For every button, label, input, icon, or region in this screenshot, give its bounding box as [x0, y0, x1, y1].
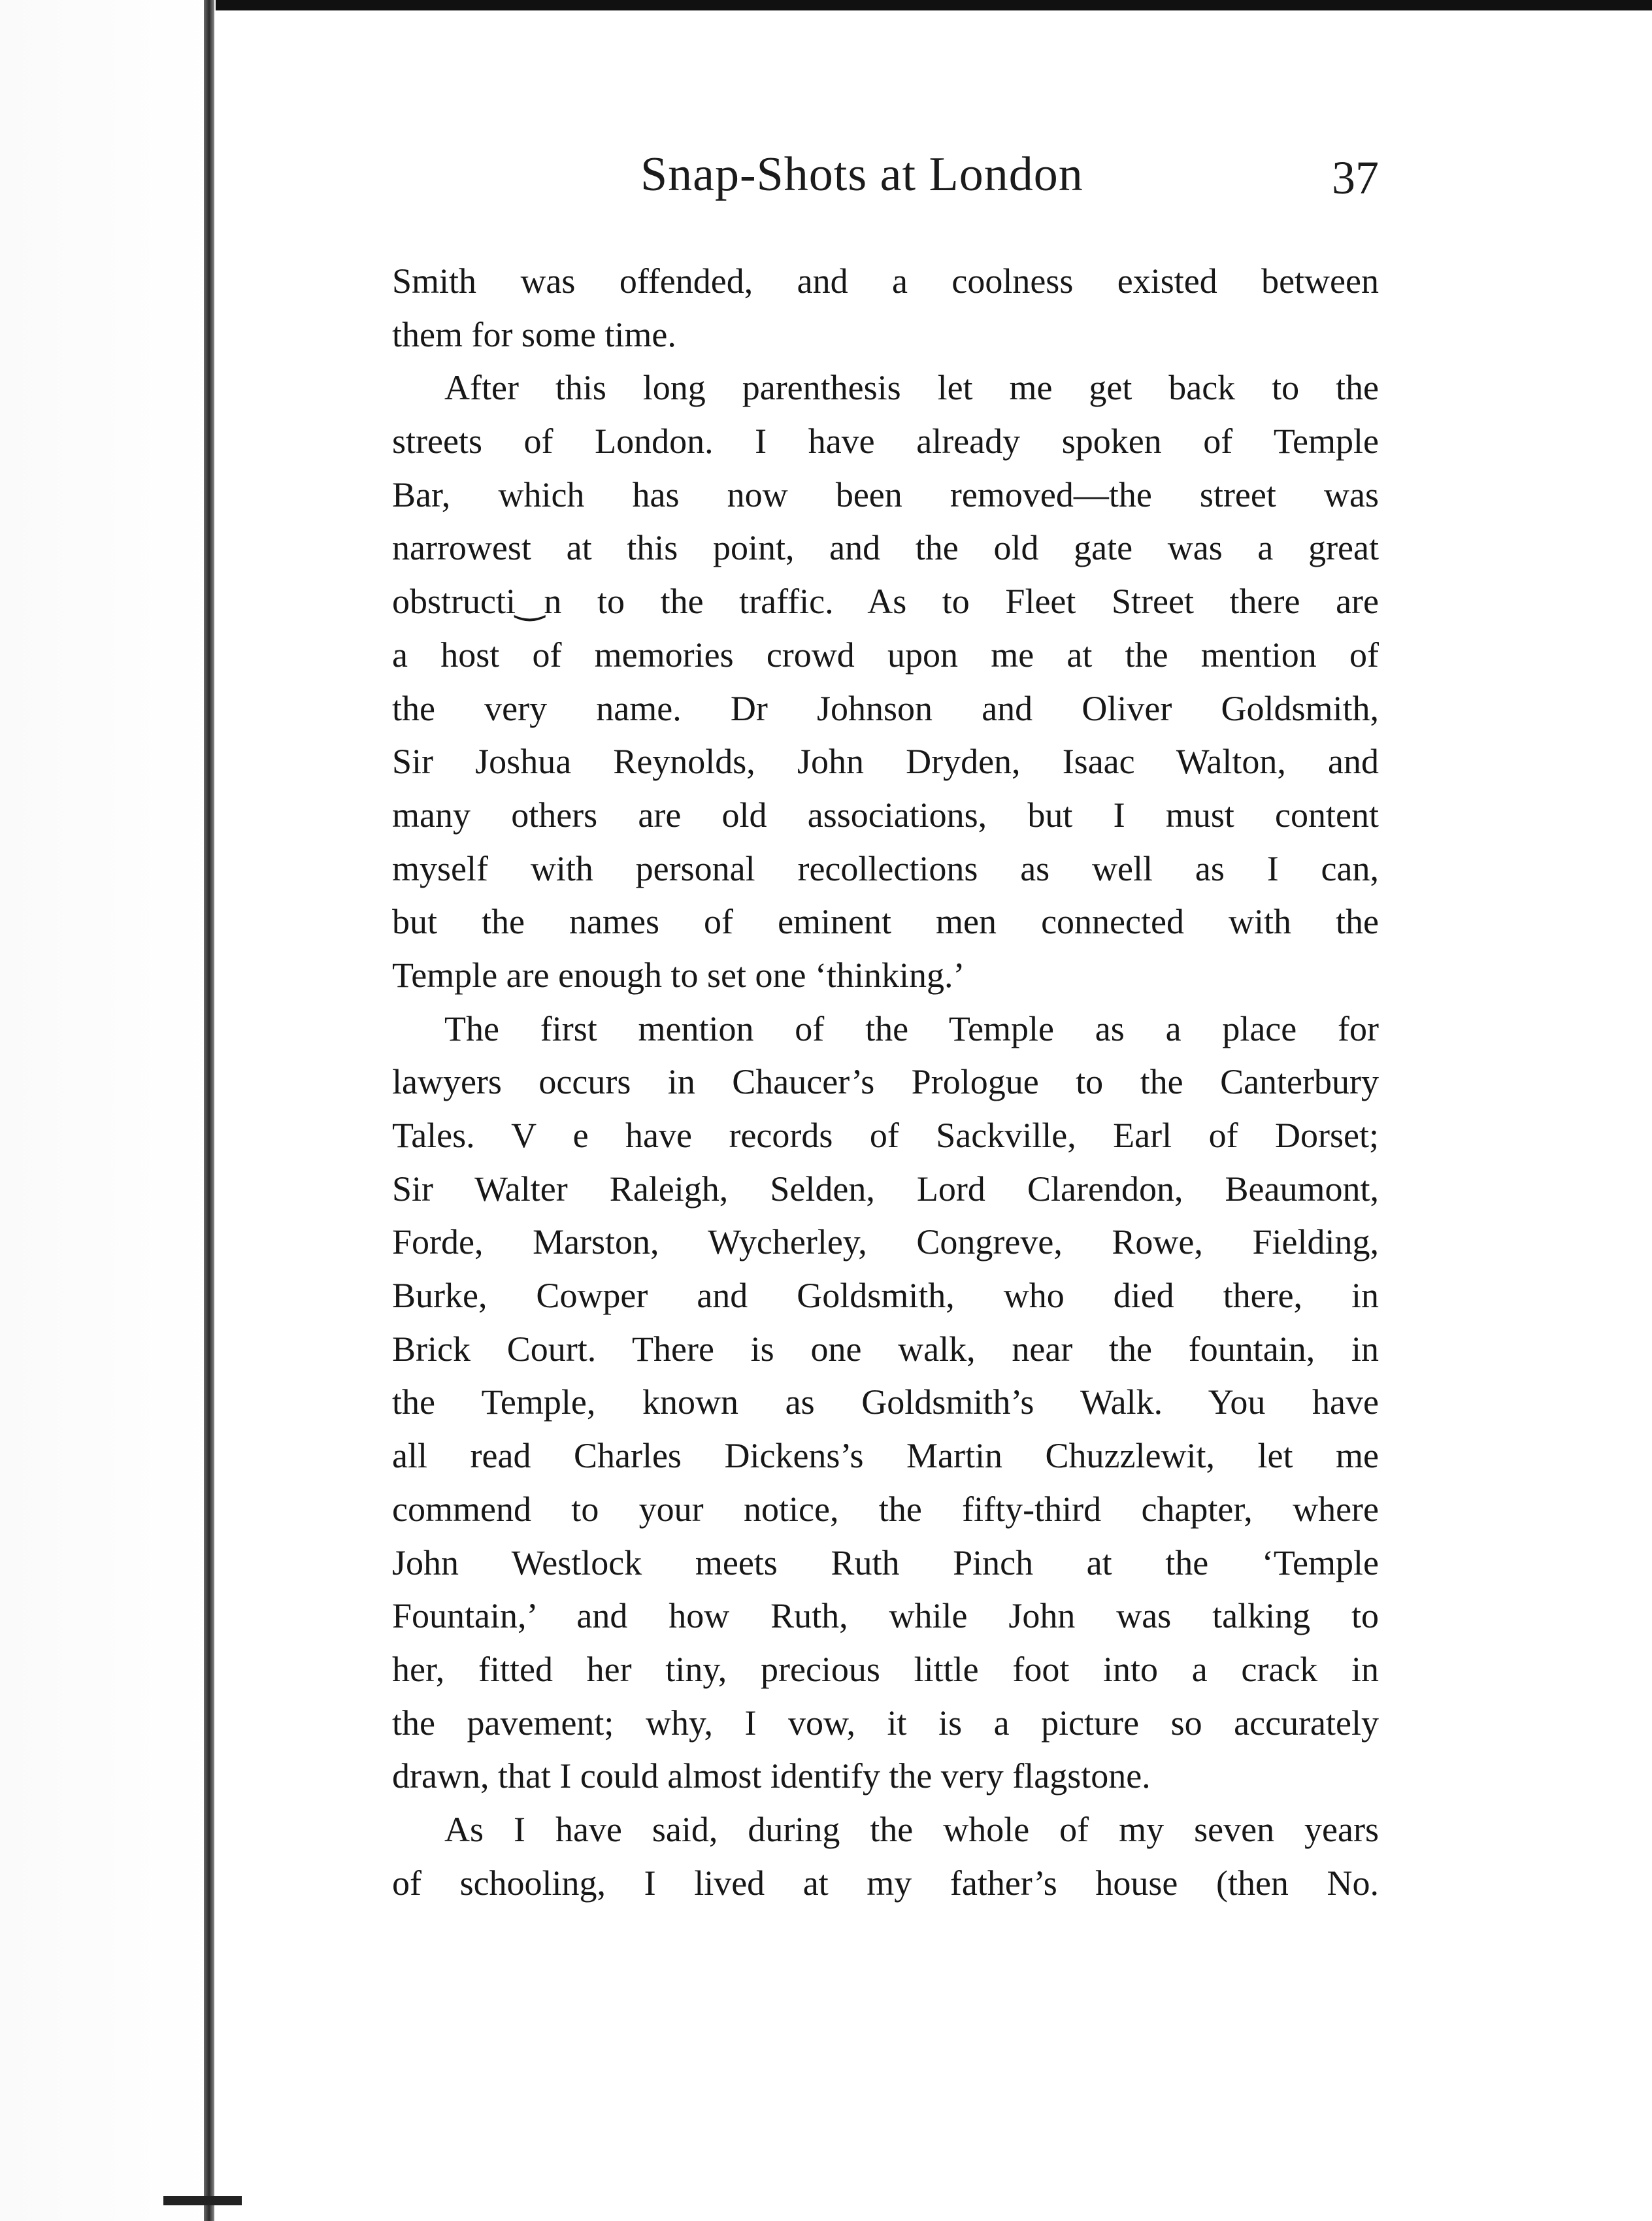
running-title: Snap-Shots at London — [640, 148, 1083, 201]
text-line: the very name. Dr Johnson and Oliver Goldsmith, — [392, 688, 1379, 728]
text-line: her, fitted her tiny, precious little foot into a crack in — [392, 1649, 1379, 1689]
text-line: drawn, that I could almost identify the very flagstone. — [392, 1756, 1151, 1796]
text-line: Burke, Cowper and Goldsmith, who died there, in — [392, 1276, 1379, 1316]
text-line: Smith was offended, and a coolness existed between — [392, 261, 1379, 301]
text-line: John Westlock meets Ruth Pinch at the ‘Temple — [392, 1543, 1379, 1582]
text-line: them for some time. — [392, 314, 676, 354]
text-line: Sir Walter Raleigh, Selden, Lord Clarendon, Beaumont, — [392, 1169, 1379, 1209]
text-line: Forde, Marston, Wycherley, Congreve, Rowe, Fielding, — [392, 1222, 1379, 1262]
text-line: commend to your notice, the fifty-third chapter, where — [392, 1489, 1379, 1529]
scan-top-border — [0, 0, 1652, 10]
text-line: Bar, which has now been removed—the street was — [392, 475, 1379, 514]
text-line: After this long parenthesis let me get back to the — [444, 368, 1379, 408]
body-text — [392, 255, 1379, 1910]
text-line: As I have said, during the whole of my seven years — [444, 1809, 1379, 1849]
text-line: myself with personal recollections as well as I can, — [392, 848, 1379, 888]
text-line: narrowest at this point, and the old gate was a great — [392, 528, 1379, 568]
binding-edge — [204, 0, 214, 2221]
page-number: 37 — [1332, 152, 1379, 204]
text-line: all read Charles Dickens’s Martin Chuzzlewit, let me — [392, 1436, 1379, 1476]
text-line: the pavement; why, I vow, it is a picture so accurately — [392, 1703, 1379, 1743]
text-line: Temple are enough to set one ‘thinking.’ — [392, 955, 965, 995]
page-gutter — [0, 0, 216, 2221]
text-line: Fountain,’ and how Ruth, while John was talking to — [392, 1596, 1379, 1636]
text-line: lawyers occurs in Chaucer’s Prologue to the Canterbury — [392, 1062, 1379, 1102]
text-line: a host of memories crowd upon me at the mention of — [392, 635, 1379, 675]
scan-corner-mark — [163, 2196, 242, 2205]
text-line: the Temple, known as Goldsmith’s Walk. You have — [392, 1382, 1379, 1422]
text-line: The first mention of the Temple as a place for — [444, 1009, 1379, 1048]
text-line: many others are old associations, but I must content — [392, 795, 1379, 835]
text-line: Sir Joshua Reynolds, John Dryden, Isaac Walton, and — [392, 742, 1379, 782]
text-line: of schooling, I lived at my father’s house (then No. — [392, 1863, 1379, 1903]
page-header — [640, 147, 1379, 219]
text-line: but the names of eminent men connected with the — [392, 902, 1379, 942]
text-line: obstructi‿n to the traffic. As to Fleet Street there are — [392, 582, 1379, 622]
text-line: Tales. V e have records of Sackville, Earl of Dorset; — [392, 1116, 1379, 1155]
text-line: Brick Court. There is one walk, near the fountain, in — [392, 1329, 1379, 1369]
text-line: streets of London. I have already spoken of Temple — [392, 422, 1379, 461]
